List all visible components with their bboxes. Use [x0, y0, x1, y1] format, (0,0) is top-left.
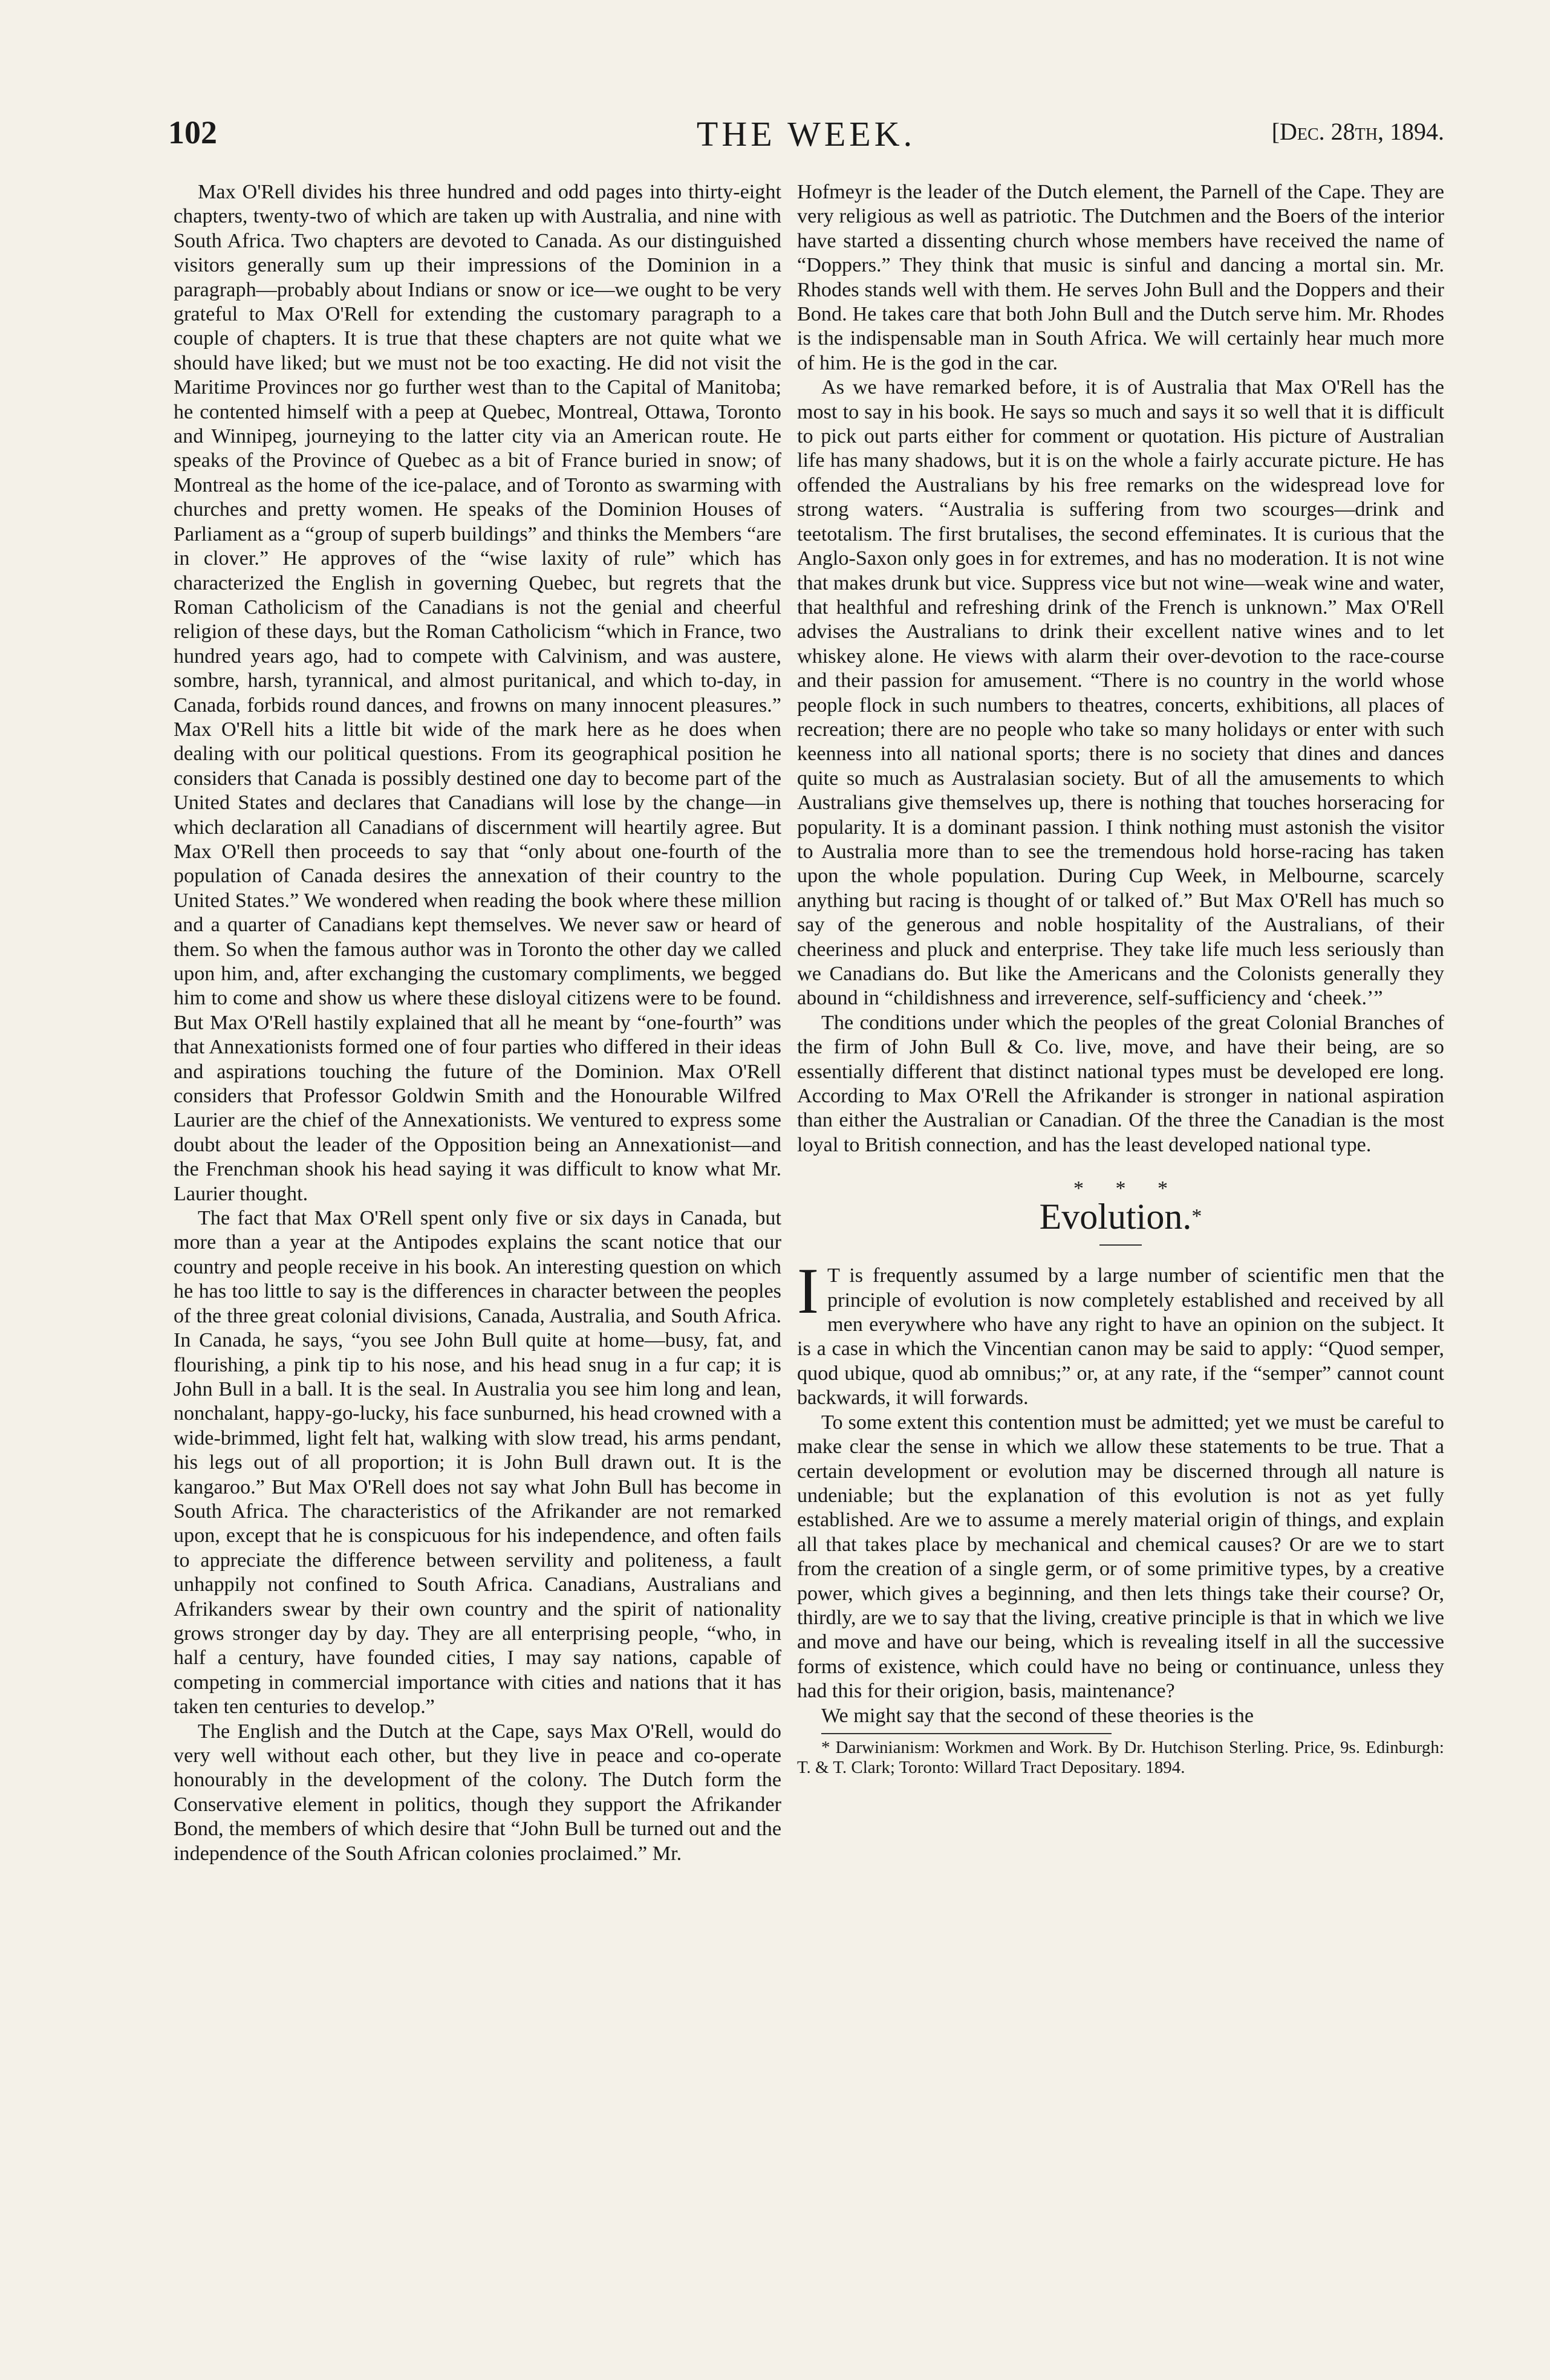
section-heading	[797, 1197, 1444, 1236]
paragraph-text: T is frequently assumed by a large number of scientific men that the principle of evolution is now completely established and received by all men everywhere who have any right to have an opinion on the subject. It is a case in which the Vincentian canon may be said to apply: “Quod semper, quod ubique, quod ab omnibus;” or, at any rate, if the “semper” cannot count backwards, it will forwards.	[797, 1264, 1444, 1409]
paragraph	[797, 1255, 1444, 1410]
paragraph: As we have remarked before, it is of Australia that Max O'Rell has the most to say in his book. He says so much and says it so well that it is difficult to pick out parts either for comment or quotation. His picture of Australian life has many shadows, but it is on the whole a fairly accurate picture. He has offended the Australians by his free remarks on the widespread love for strong waters. “Australia is suffering from two scourges—drink and teetotalism. The first brutalises, the second effeminates. It is curious that the Anglo-Saxon only goes in for extremes, and has no moderation. It is not wine that makes drunk but vice. Suppress vice but not wine—weak wine and water, that healthful and refreshing drink of the French is unknown.” Max O'Rell advises the Australians to drink their excellent native wines and to let whiskey alone. He views with alarm their over-devotion to the race-course and their passion for amusement. “There is no country in the world whose people flock in such numbers to theatres, concerts, exhibitions, all places of recreation; there are no people who take so many holidays or enter with such keenness into all national sports; there is no society that dines and dances quite so much as Australasian society. But of all the amusements to which Australians give themselves up, there is nothing that touches horseracing for popularity. It is a dominant passion. I think nothing must astonish the visitor to Australia more than to see the tremendous hold horse-racing has taken upon the whole population. During Cup Week, in Melbourne, scarcely anything but racing is thought of or talked of.” But Max O'Rell has much so say of the generous and noble hospitality of the Australians, of their cheeriness and pluck and enterprise. They take life much less seriously than we Canadians do. But like the Americans and the Colonists generally they abound in “childishness and irreverence, self-sufficiency and ‘cheek.’”	[797, 376, 1444, 1010]
paragraph: To some extent this contention must be admitted; yet we must be careful to make clear the sense in which we allow these statements to be true. That a certain development or evolution may be discerned through all nature is undeniable; but the explanation of this evolution is not as yet fully established. Are we to assume a merely material origin of things, and explain all that takes place by mechanical and chemical causes? Or are we to start from the creation of a single germ, or of some primitive types, by a creative power, which gives a beginning, and then lets things take their course? Or, thirdly, are we to say that the living, creative principle is that in which we live and move and have our being, which is revealing itself in all the successive forms of existence, which could have no being or continuance, unless they had this for their origion, basis, maintenance?	[797, 1411, 1444, 1703]
footnote: * Darwinianism: Workmen and Work. By Dr. Hutchison Sterling. Price, 9s. Edinburgh: T. & T. Clark; Toronto: Willard Tract Depositary. 1894.	[797, 1737, 1444, 1777]
paragraph: We might say that the second of these theories is the	[821, 1704, 1254, 1727]
page-number: 102	[168, 114, 217, 151]
paragraph: Max O'Rell divides his three hundred and odd pages into thirty-eight chapters, twenty-two of which are taken up with Australia, and nine with South Africa. Two chapters are devoted to Canada. As our distinguished visitors generally sum up their impressions of the Dominion in a paragraph—probably about Indians or snow or ice—we ought to be very grateful to Max O'Rell for extending the customary paragraph to a couple of chapters. It is true that these chapters are not quite what we should have liked; but we must not be too exacting. He did not visit the Maritime Provinces nor go further west than to the Capital of Manitoba; he contented himself with a peep at Quebec, Montreal, Ottawa, Toronto and Winnipeg, journeying to the latter city via an American route. He speaks of the Province of Quebec as a bit of France buried in snow; of Montreal as the home of the ice-palace, and of Toronto as swarming with churches and pretty women. He speaks of the Dominion Houses of Parliament as a “group of superb buildings” and thinks the Members “are in clover.” He approves of the “wise laxity of rule” which has characterized the English in governing Quebec, but regrets that the Roman Catholicism of the Canadians is not the genial and cheerful religion of these days, but the Roman Catholicism “which in France, two hundred years ago, had to compete with Calvinism, and was austere, sombre, harsh, tyrannical, and almost puritanical, and which to-day, in Canada, forbids round dances, and frowns on many innocent pleasures.” Max O'Rell hits a little bit wide of the mark here as he does when dealing with our political questions. From its geographical position he considers that Canada is possibly destined one day to become part of the United States and declares that Canadians will lose by the change—in which declaration all Canadians of discernment will heartily agree. But Max O'Rell then proceeds to say that “only about one-fourth of the population of Canada desires the annexation of their country to the United States.” We wondered when reading the book where these million and a quarter of Canadians kept themselves. We never saw or heard of them. So when the famous author was in Toronto the other day we called upon him, and, after exchanging the customary compliments, we begged him to come and show us where these disloyal citizens were to be found. But Max O'Rell hastily explained that all he meant by “one-fourth” was that Annexationists formed one of four parties who differed in their ideas and aspirations touching the future of the Dominion. Max O'Rell considers that Professor Goldwin Smith and the Honourable Wilfred Laurier are the chief of the Annexationists. We ventured to express some doubt about the leader of the Opposition being an Annexationist—and the Frenchman shook his head saying it was difficult to know what Mr. Laurier thought.	[174, 181, 781, 1205]
paragraph: The English and the Dutch at the Cape, says Max O'Rell, would do very well without each other, but they live in peace and co-operate honourably in the development of the colony. The Dutch form the Conservative element in politics, though they support the Afrikander Bond, the members of which desire that “John Bull be turned out and the independence of the South African colonies proclaimed.” Mr.	[174, 1720, 781, 1865]
paragraph: The fact that Max O'Rell spent only five or six days in Canada, but more than a year at the Antipodes explains the scant notice that our country and people receive in his book. An interesting question on which he has too little to say is the differences in character between the peoples of the three great colonial divisions, Canada, Australia, and South Africa. In Canada, he says, “you see John Bull quite at home—busy, fat, and flourishing, a pink tip to his nose, and his head snug in a fur cap; it is John Bull in a ball. It is the seal. In Australia you see him long and lean, nonchalant, happy-go-lucky, his face sunburned, his head crowned with a wide-brimmed, light felt hat, walking with slow tread, his arms pendant, his legs out of all proportion; it is John Bull drawn out. It is the kangaroo.” But Max O'Rell does not say what John Bull has become in South Africa. The characteristics of the Afrikander are not remarked upon, except that he is conspicuous for his independence, and often fails to appreciate the difference between servility and politeness, a fault unhappily not confined to South Africa. Canadians, Australians and Afrikanders swear by their own country and the spirit of nationality grows stronger day by day. They are all enterprising people, “who, in half a century, have founded cities, I may say nations, capable of competing in commercial importance with cities and nations that it has taken ten centuries to develop.”	[174, 1207, 781, 1718]
footnote-rule	[821, 1733, 1112, 1734]
section-divider-stars: * * *	[1073, 1177, 1181, 1200]
masthead-title: THE WEEK.	[696, 114, 916, 154]
right-column	[797, 180, 1444, 1778]
drop-cap: I	[797, 1255, 819, 1328]
paragraph: The conditions under which the peoples of the great Colonial Branches of the firm of John Bull & Co. live, move, and have their being, are so essentially different that distinct national types must be developed ere long. According to Max O'Rell the Afrikander is stronger in national aspiration than either the Australian or Canadian. Of the three the Canadian is the most loyal to British connection, and has the least developed national type.	[797, 1011, 1444, 1156]
section-heading-text: Evolution.	[1039, 1197, 1192, 1237]
footnote-marker: *	[1191, 1205, 1202, 1228]
left-column	[174, 180, 781, 1866]
paragraph: Hofmeyr is the leader of the Dutch element, the Parnell of the Cape. They are very religious as well as patriotic. The Dutchmen and the Boers of the interior have started a dissenting church whose members have received the name of “Doppers.” They think that music is sinful and dancing a mortal sin. Mr. Rhodes stands well with them. He serves John Bull and the Doppers and their Bond. He takes care that both John Bull and the Dutch serve him. Mr. Rhodes is the indispensable man in South Africa. We will certainly hear much more of him. He is the god in the car.	[797, 181, 1444, 374]
heading-rule	[1099, 1244, 1142, 1246]
issue-date: [Dec. 28th, 1894.	[1271, 118, 1444, 145]
page-header	[168, 114, 1444, 162]
